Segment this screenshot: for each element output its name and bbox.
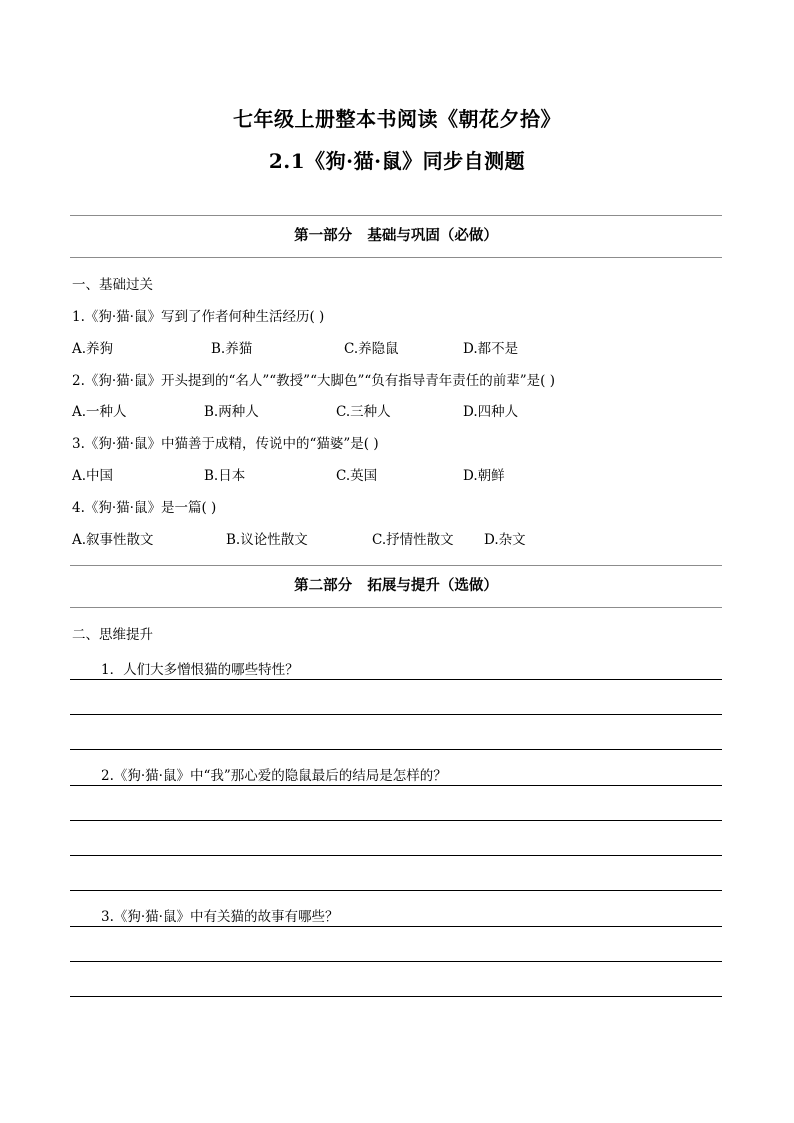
answer-option: C.养隐鼠: [344, 341, 399, 357]
page-title: 七年级上册整本书阅读《朝花夕拾》: [233, 107, 561, 131]
answer-line[interactable]: [70, 926, 722, 927]
page-subtitle: 2.1《狗·猫·鼠》同步自测题: [268, 149, 526, 173]
section-title: 一、基础过关: [72, 277, 153, 293]
divider: [70, 257, 722, 258]
answer-option: D.朝鲜: [463, 468, 505, 484]
answer-line[interactable]: [70, 996, 722, 997]
answer-option: B.日本: [204, 468, 246, 484]
part2-heading: 第二部分 拓展与提升（选做）: [294, 577, 498, 594]
part1-heading: 第一部分 基础与巩固（必做）: [294, 227, 498, 244]
answer-line[interactable]: [70, 961, 722, 962]
question-stem: 3.《狗·猫·鼠》中有关猫的故事有哪些？: [101, 909, 339, 925]
answer-option: A.一种人: [72, 404, 127, 420]
answer-line[interactable]: [70, 855, 722, 856]
question-stem: 4.《狗·猫·鼠》是一篇( ): [72, 500, 217, 516]
answer-option: D.杂文: [484, 532, 526, 548]
answer-option: C.英国: [336, 468, 378, 484]
answer-option: D.都不是: [463, 341, 519, 357]
question-stem: 2.《狗·猫·鼠》开头提到的“名人”“教授”“大脚色”“负有指导青年责任的前辈”是( ): [72, 373, 555, 389]
question-stem: 1.《狗·猫·鼠》写到了作者何种生活经历( ): [72, 309, 325, 325]
divider: [70, 565, 722, 566]
answer-option: C.抒情性散文: [372, 532, 454, 548]
answer-line[interactable]: [70, 890, 722, 891]
answer-line[interactable]: [70, 749, 722, 750]
answer-option: B.养猫: [211, 341, 253, 357]
answer-line[interactable]: [70, 820, 722, 821]
answer-option: A.叙事性散文: [72, 532, 154, 548]
question-stem: 3.《狗·猫·鼠》中猫善于成精，传说中的“猫婆”是( ): [72, 436, 379, 452]
answer-option: D.四种人: [463, 404, 519, 420]
answer-option: A.中国: [72, 468, 114, 484]
answer-line[interactable]: [70, 679, 722, 680]
answer-option: A.养狗: [72, 341, 114, 357]
answer-option: B.议论性散文: [226, 532, 308, 548]
divider: [70, 215, 722, 216]
answer-option: C.三种人: [336, 404, 391, 420]
answer-line[interactable]: [70, 785, 722, 786]
answer-option: B.两种人: [204, 404, 259, 420]
answer-line[interactable]: [70, 714, 722, 715]
divider: [70, 607, 722, 608]
section-title: 二、思维提升: [72, 627, 153, 643]
question-stem: 2.《狗·猫·鼠》中“我”那心爱的隐鼠最后的结局是怎样的？: [101, 768, 447, 784]
question-stem: 1．人们大多憎恨猫的哪些特性？: [101, 662, 299, 678]
